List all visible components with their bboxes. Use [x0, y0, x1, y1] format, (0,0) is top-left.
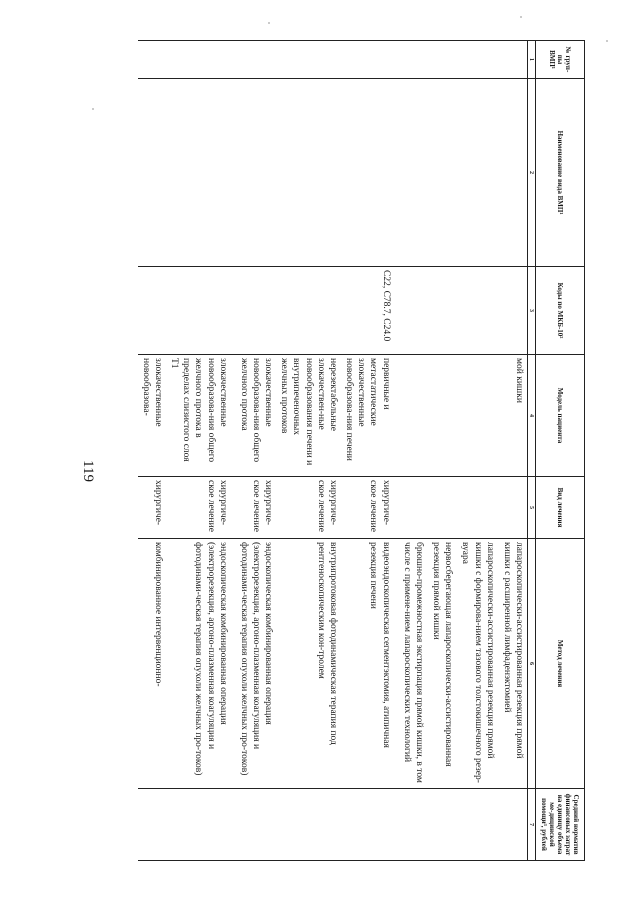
model-cell: злокачественные новообразова-ния общего желчного протока в пределах слизистого слоя T1 [166, 355, 231, 477]
model-cell: злокачественные новообразова- [138, 355, 166, 477]
vmp-name-cell [276, 79, 341, 267]
header-cell: Средний норматив финансовых затрат на единицу объема ме-дицинской помощи³, рублей [536, 789, 585, 861]
header-cell: Метод лечения [536, 539, 585, 789]
methods-cell [276, 539, 341, 789]
model-cell: первичные и метастатические злокачественные новообразова-ния печени [341, 355, 394, 477]
vmp-table [138, 40, 585, 861]
codes-cell [166, 267, 231, 355]
column-number: 4 [528, 355, 536, 477]
codes-cell [394, 267, 528, 355]
group-cell [166, 41, 231, 79]
cost-cell [394, 789, 528, 861]
table-row [394, 41, 528, 861]
cost-cell [166, 789, 231, 861]
header-cell: Наименование вида ВМП¹ [536, 79, 585, 267]
cost-cell [138, 789, 166, 861]
group-cell [231, 41, 276, 79]
treatment-cell: хирургиче- [138, 477, 166, 539]
scan-speck [92, 108, 94, 110]
cost-cell [231, 789, 276, 861]
vmp-name-cell [394, 79, 528, 267]
vmp-name-cell [138, 79, 166, 267]
method-item: эндоскопическая комбинированная операция (электрорезекция, аргоно-плазменная коагуляция и фотодинами-ческая терапия опухоли желчных про-токов) [193, 542, 228, 776]
group-cell [394, 41, 528, 79]
column-number: 7 [528, 789, 536, 861]
methods-cell [138, 539, 166, 789]
header-cell: Модель пациента [536, 355, 585, 477]
column-number: 5 [528, 477, 536, 539]
group-cell [341, 41, 394, 79]
model-cell: злокачественные новообразова-ния общего желчного протока [231, 355, 276, 477]
method-item: внутрипротоковая фотодинамическая терапия под рентгеноскопическим кон-тролем [315, 542, 338, 745]
table-row [138, 41, 166, 861]
vmp-name-cell [166, 79, 231, 267]
model-cell: нерезектабельные злокачествен-ные новообразования печени и внутрипеченочных желчных протоков [276, 355, 341, 477]
group-cell [276, 41, 341, 79]
method-item: брюшно-промежностная экстирпация прямой кишки, в том числе с примене-нием лапароскопических технологий [401, 542, 424, 783]
method-item: комбинированное интервенционно- [152, 542, 163, 687]
treatment-cell: хирургиче-ское лечение [231, 477, 276, 539]
column-number-row [528, 41, 536, 861]
table-row [166, 41, 231, 861]
method-item: лапароскопически-ассистированная резекция прямой кишки с расширенной лимфаденэктомией [501, 542, 524, 759]
codes-cell [231, 267, 276, 355]
cost-cell [341, 789, 394, 861]
codes-cell: C22, C78.7, C24.0 [341, 267, 394, 355]
treatment-cell: хирургиче-ское лечение [276, 477, 341, 539]
vmp-name-cell [341, 79, 394, 267]
column-number: 2 [528, 79, 536, 267]
scan-speck [268, 22, 270, 24]
methods-cell [231, 539, 276, 789]
table-row [276, 41, 341, 861]
scan-speck [606, 40, 608, 42]
header-cell: № груп- пы ВМП¹ [536, 41, 585, 79]
header-row [536, 41, 585, 861]
group-cell [138, 41, 166, 79]
table-row [341, 41, 394, 861]
treatment-cell: хирургиче-ское лечение [341, 477, 394, 539]
column-number: 1 [528, 41, 536, 79]
column-number: 6 [528, 539, 536, 789]
method-item: видеоэндоскопическая сегментэктомия, атипичная резекция печени [368, 542, 391, 748]
header-cell: Вид лечения [536, 477, 585, 539]
vmp-name-cell [231, 79, 276, 267]
model-cell: мой кишки [394, 355, 528, 477]
codes-cell [138, 267, 166, 355]
methods-cell [394, 539, 528, 789]
table-row [231, 41, 276, 861]
methods-cell [166, 539, 231, 789]
treatment-cell [394, 477, 528, 539]
codes-cell [276, 267, 341, 355]
treatment-cell: хирургиче-ское лечение [166, 477, 231, 539]
scan-speck [520, 16, 522, 18]
cost-cell [276, 789, 341, 861]
method-item: нервосберегающая лапароскопически-ассистированная резекция прямой кишки [431, 542, 454, 767]
page-number: 119 [80, 460, 96, 482]
header-cell: Коды по МКБ-10² [536, 267, 585, 355]
method-item: эндоскопическая комбинированная операция (электрорезекция, аргоно-плазменная коагуляция и фотодинами-ческая терапия опухоли желчных про-токов) [238, 542, 274, 776]
method-item: лапароскопически-ассистированная резекция прямой кишки с формирова-нием тазового толстокишечного резер-вуара [460, 542, 495, 783]
methods-cell [341, 539, 394, 789]
column-number: 3 [528, 267, 536, 355]
